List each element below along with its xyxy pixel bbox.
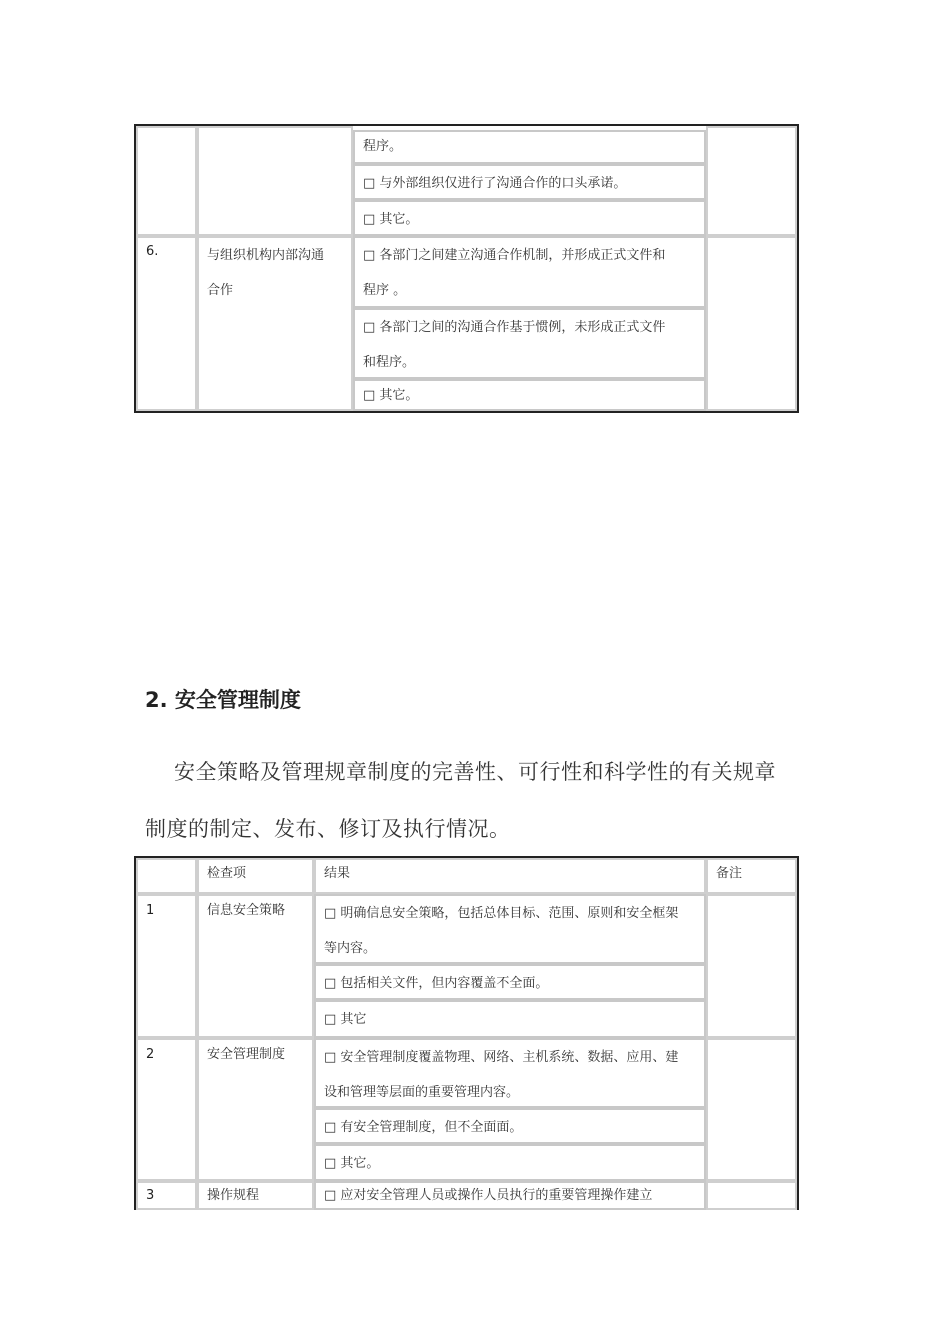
result-cell bbox=[353, 236, 706, 308]
result-text-line2: 设和管理等层面的重要管理内容。 bbox=[324, 1085, 520, 1100]
result-cell bbox=[314, 894, 706, 964]
table-cell-item bbox=[197, 1181, 314, 1210]
table-cell-remark bbox=[706, 1181, 797, 1210]
table-cell-num bbox=[136, 126, 197, 236]
result-text: 程序。 bbox=[363, 139, 403, 154]
header-label: 结果 bbox=[324, 866, 351, 881]
table-cell-num bbox=[136, 236, 197, 411]
result-cell bbox=[314, 1038, 706, 1108]
header-cell-remark bbox=[706, 858, 797, 894]
table-cell-num bbox=[136, 1181, 197, 1210]
table-continued bbox=[134, 124, 799, 413]
table-cell-remark bbox=[706, 126, 797, 236]
table-cell-num bbox=[136, 894, 197, 1038]
result-cell bbox=[314, 964, 706, 1000]
result-cell bbox=[314, 1144, 706, 1181]
section-paragraph-line2: 制度的制定、发布、修订及执行情况。 bbox=[145, 817, 511, 841]
header-cell-item bbox=[197, 858, 314, 894]
row-number: 1 bbox=[146, 903, 155, 918]
result-text: □ 应对安全管理人员或操作人员执行的重要管理操作建立 bbox=[324, 1188, 653, 1203]
table-cell-item bbox=[197, 894, 314, 1038]
result-text: □ 有安全管理制度，但不全面面。 bbox=[324, 1120, 523, 1135]
header-label: 备注 bbox=[716, 866, 743, 881]
result-text: □ 其它 bbox=[324, 1012, 367, 1027]
item-label: 操作规程 bbox=[207, 1188, 260, 1203]
section-heading bbox=[145, 684, 301, 714]
result-text-line2: 和程序。 bbox=[363, 355, 416, 370]
result-text: □ 其它。 bbox=[363, 212, 419, 227]
table-cell-num bbox=[136, 1038, 197, 1181]
result-text-line1: □ 各部门之间的沟通合作基于惯例，未形成正式文件 bbox=[363, 320, 666, 335]
checklist-table bbox=[134, 856, 799, 1210]
table-cell-remark bbox=[706, 236, 797, 411]
table-cell-remark bbox=[706, 894, 797, 1038]
result-cell bbox=[314, 1108, 706, 1144]
section-paragraph-line1: 安全策略及管理规章制度的完善性、可行性和科学性的有关规章 bbox=[174, 760, 776, 784]
header-label: 检查项 bbox=[207, 866, 247, 881]
item-label-line1: 与组织机构内部沟通 bbox=[207, 248, 325, 263]
table-cell-remark bbox=[706, 1038, 797, 1181]
table-cell-item bbox=[197, 1038, 314, 1181]
item-label-line2: 合作 bbox=[207, 283, 234, 298]
table-cell-item bbox=[197, 126, 353, 236]
result-text: □ 与外部组织仅进行了沟通合作的口头承诺。 bbox=[363, 176, 627, 191]
section-number: 2. bbox=[145, 688, 168, 712]
result-text-line2: 等内容。 bbox=[324, 941, 377, 956]
item-label: 安全管理制度 bbox=[207, 1047, 286, 1062]
result-cell bbox=[353, 379, 706, 411]
result-text: □ 包括相关文件，但内容覆盖不全面。 bbox=[324, 976, 549, 991]
result-text-line2: 程序 。 bbox=[363, 283, 407, 298]
result-cell bbox=[314, 1000, 706, 1038]
result-cell bbox=[353, 130, 706, 164]
row-number: 2 bbox=[146, 1047, 155, 1062]
result-cell bbox=[353, 308, 706, 379]
header-cell-num bbox=[136, 858, 197, 894]
section-title: 安全管理制度 bbox=[174, 688, 301, 712]
result-text-line1: □ 明确信息安全策略，包括总体目标、范围、原则和安全框架 bbox=[324, 906, 679, 921]
result-text: □ 其它。 bbox=[363, 388, 419, 403]
item-label: 信息安全策略 bbox=[207, 903, 286, 918]
result-text: □ 其它。 bbox=[324, 1156, 380, 1171]
row-number: 6. bbox=[146, 244, 159, 259]
result-cell bbox=[353, 200, 706, 236]
result-cell bbox=[353, 164, 706, 200]
header-cell-result bbox=[314, 858, 706, 894]
table-cell-item bbox=[197, 236, 353, 411]
result-text-line1: □ 安全管理制度覆盖物理、网络、主机系统、数据、应用、建 bbox=[324, 1050, 679, 1065]
result-text-line1: □ 各部门之间建立沟通合作机制，并形成正式文件和 bbox=[363, 248, 666, 263]
row-number: 3 bbox=[146, 1188, 155, 1203]
result-cell bbox=[314, 1181, 706, 1210]
